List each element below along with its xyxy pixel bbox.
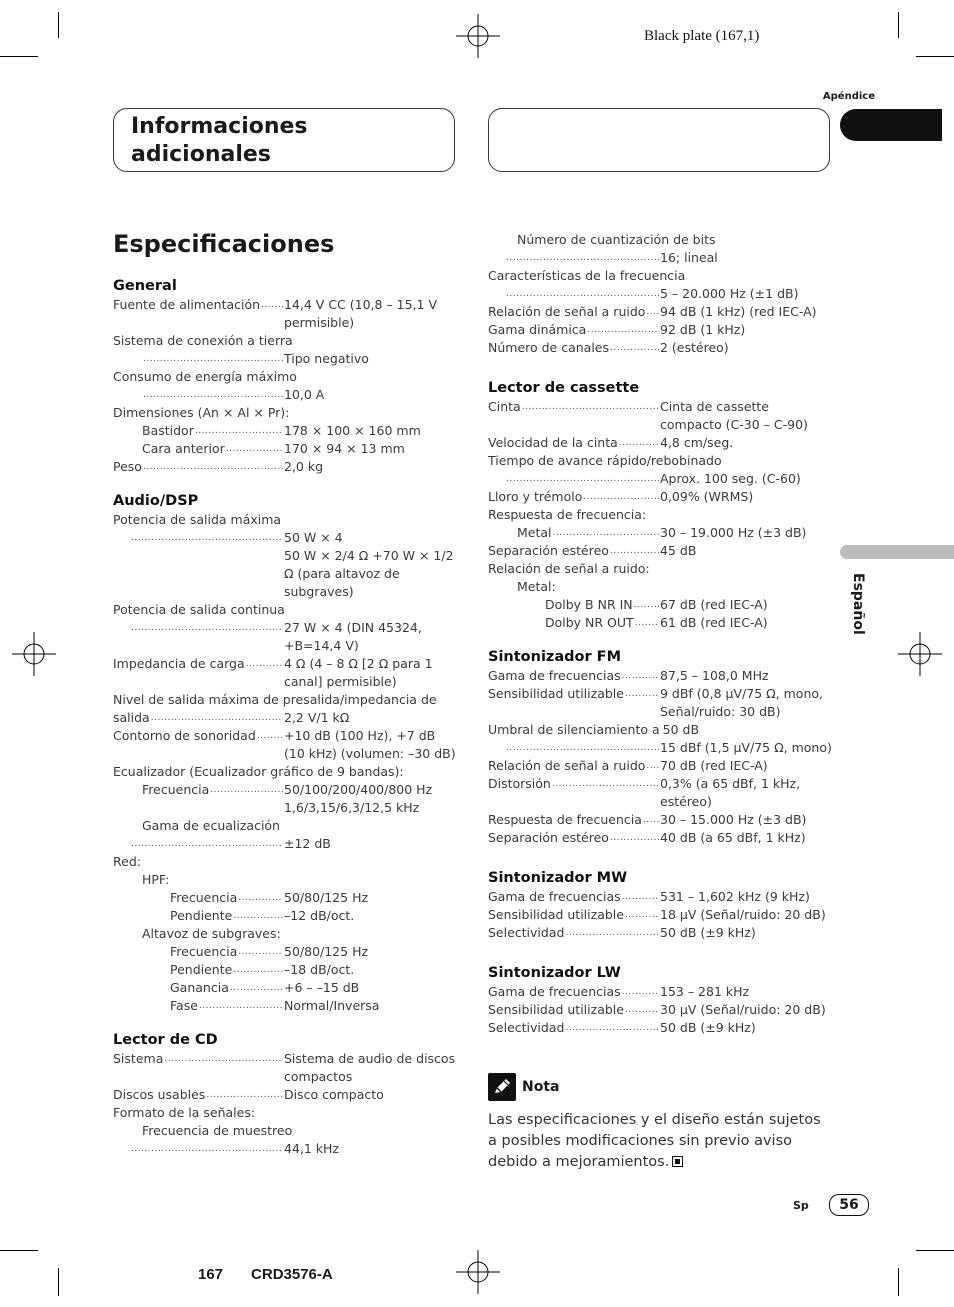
spec-row: Frecuencia ..... 50/80/125 Hz bbox=[113, 889, 458, 907]
spec-row: Dolby NR OUT ..... 61 dB (red IEC-A) bbox=[488, 614, 833, 632]
spec-label: Altavoz de subgraves: bbox=[142, 926, 281, 941]
spec-row: salida ..... 2,2 V/1 kΩ bbox=[113, 709, 458, 727]
spec-row: ..... 50 W × 4 bbox=[113, 529, 458, 547]
spec-row: Gama de frecuencias ..... 153 – 281 kHz bbox=[488, 983, 833, 1001]
spec-label: Relación de señal a ruido: bbox=[488, 561, 650, 576]
crop-mark bbox=[898, 1268, 899, 1296]
spec-row: Impedancia de carga ..... 4 Ω (4 – 8 Ω [2 Ω para 1 canal] permisible) bbox=[113, 655, 458, 691]
crop-mark bbox=[916, 1250, 954, 1251]
spec-label: Potencia de salida continua bbox=[113, 602, 285, 617]
spec-label: Consumo de energía máximo bbox=[113, 369, 297, 384]
spec-row: Velocidad de la cinta ..... 4,8 cm/seg. bbox=[488, 434, 833, 452]
spec-row: Número de canales ..... 2 (estéreo) bbox=[488, 339, 833, 357]
registration-mark-icon bbox=[12, 632, 56, 676]
pencil-note-icon bbox=[488, 1073, 516, 1101]
section-title: Sintonizador MW bbox=[488, 870, 628, 886]
spec-row: Selectividad ..... 50 dB (±9 kHz) bbox=[488, 1019, 833, 1037]
header-box-right bbox=[488, 108, 830, 172]
spec-row: Metal ..... 30 – 19.000 Hz (±3 dB) bbox=[488, 524, 833, 542]
language-code: Sp bbox=[793, 1199, 809, 1212]
section-tab bbox=[840, 109, 936, 141]
crop-mark bbox=[58, 1268, 59, 1296]
spec-row: Gama de frecuencias ..... 531 – 1,602 kHz (9 kHz) bbox=[488, 888, 833, 906]
spec-row: Discos usables ..... Disco compacto bbox=[113, 1086, 458, 1104]
spec-row: ..... ±12 dB bbox=[113, 835, 458, 853]
spec-row: Cinta ..... Cinta de cassette compacto (C-30 – C-90) bbox=[488, 398, 833, 434]
spec-label: Características de la frecuencia bbox=[488, 268, 686, 283]
spec-row: 50 W × 2/4 Ω +70 W × 1/2 Ω (para altavoz de subgraves) bbox=[284, 548, 454, 599]
crop-mark bbox=[916, 56, 954, 57]
spec-label: Gama de ecualización bbox=[142, 818, 280, 833]
spec-row: Pendiente ..... –12 dB/oct. bbox=[113, 907, 458, 925]
section-title: Lector de CD bbox=[113, 1032, 218, 1048]
spec-row: Fuente de alimentación ..... 14,4 V CC (10,8 – 15,1 V permisible) bbox=[113, 296, 458, 332]
spec-row: Gama dinámica ..... 92 dB (1 kHz) bbox=[488, 321, 833, 339]
crop-mark bbox=[0, 1250, 38, 1251]
note-label: Nota bbox=[522, 1079, 560, 1095]
spec-row: ..... 27 W × 4 (DIN 45324, +B=14,4 V) bbox=[113, 619, 458, 655]
crop-mark bbox=[58, 12, 59, 38]
spec-row: ..... 10,0 A bbox=[113, 386, 458, 404]
spec-row: Lloro y trémolo ..... 0,09% (WRMS) bbox=[488, 488, 833, 506]
spec-label: Número de cuantización de bits bbox=[517, 232, 716, 247]
note-text: Las especificaciones y el diseño están sujetos a posibles modificaciones sin previo aviso debido a mejoramientos. bbox=[488, 1112, 821, 1170]
header-title: Informaciones adicionales bbox=[131, 114, 308, 167]
language-tab bbox=[840, 545, 954, 559]
spec-row: Frecuencia ..... 50/100/200/400/800 Hz 1,6/3,15/6,3/12,5 kHz bbox=[113, 781, 458, 817]
registration-mark-icon bbox=[456, 14, 500, 58]
spec-row: ..... Aprox. 100 seg. (C-60) bbox=[488, 470, 833, 488]
spec-row: Separación estéreo ..... 45 dB bbox=[488, 542, 833, 560]
spec-label: Metal: bbox=[517, 579, 556, 594]
spec-row: ..... 15 dBf (1,5 µV/75 Ω, mono) bbox=[488, 739, 833, 757]
spec-row: Sistema ..... Sistema de audio de discos compactos bbox=[113, 1050, 458, 1086]
spec-row: Dolby B NR IN ..... 67 dB (red IEC-A) bbox=[488, 596, 833, 614]
section-tab-edge bbox=[936, 109, 942, 141]
registration-mark-icon bbox=[898, 632, 942, 676]
footer-model: CRD3576-A bbox=[251, 1266, 333, 1283]
spec-label: HPF: bbox=[142, 872, 170, 887]
section-title: Lector de cassette bbox=[488, 380, 640, 396]
spec-label: Red: bbox=[113, 854, 141, 869]
footer-page: 167 bbox=[198, 1266, 224, 1283]
spec-row: Bastidor ..... 178 × 100 × 160 mm bbox=[113, 422, 458, 440]
spec-row: Distorsión ..... 0,3% (a 65 dBf, 1 kHz, estéreo) bbox=[488, 775, 833, 811]
spec-row: Sensibilidad utilizable ..... 30 µV (Señal/ruido: 20 dB) bbox=[488, 1001, 833, 1019]
spec-row: Pendiente ..... –18 dB/oct. bbox=[113, 961, 458, 979]
crop-mark bbox=[0, 56, 38, 57]
spec-label: Nivel de salida máxima de presalida/impedancia de bbox=[113, 692, 437, 707]
spec-column-left bbox=[113, 277, 458, 1158]
spec-row: Ganancia ..... +6 – –15 dB bbox=[113, 979, 458, 997]
section-title: Sintonizador LW bbox=[488, 965, 621, 981]
section-title: Audio/DSP bbox=[113, 493, 199, 509]
spec-row: Fase ..... Normal/Inversa bbox=[113, 997, 458, 1015]
spec-row: Cara anterior ..... 170 × 94 × 13 mm bbox=[113, 440, 458, 458]
spec-row: ..... 5 – 20.000 Hz (±1 dB) bbox=[488, 285, 833, 303]
spec-row: Contorno de sonoridad ..... +10 dB (100 Hz), +7 dB (10 kHz) (volumen: –30 dB) bbox=[113, 727, 458, 763]
spec-row: Separación estéreo ..... 40 dB (a 65 dBf, 1 kHz) bbox=[488, 829, 833, 847]
spec-row: ..... 44,1 kHz bbox=[113, 1140, 458, 1158]
spec-row: ..... Tipo negativo bbox=[113, 350, 458, 368]
spec-row: Gama de frecuencias ..... 87,5 – 108,0 MHz bbox=[488, 667, 833, 685]
footer bbox=[198, 1266, 361, 1283]
section-title: Sintonizador FM bbox=[488, 649, 622, 665]
page-title: Especificaciones bbox=[113, 230, 335, 258]
note-heading bbox=[488, 1073, 559, 1101]
registration-mark-icon bbox=[456, 1250, 500, 1294]
spec-label: Frecuencia de muestreo bbox=[142, 1123, 293, 1138]
spec-label: Tiempo de avance rápido/rebobinado bbox=[488, 453, 722, 468]
spec-label: Dimensiones (An × Al × Pr): bbox=[113, 405, 290, 420]
section-tab-label: Apéndice bbox=[822, 91, 875, 102]
spec-row: Selectividad ..... 50 dB (±9 kHz) bbox=[488, 924, 833, 942]
section-title: General bbox=[113, 278, 177, 294]
spec-label: Potencia de salida máxima bbox=[113, 512, 282, 527]
spec-row: Sensibilidad utilizable ..... 18 µV (Señal/ruido: 20 dB) bbox=[488, 906, 833, 924]
page-number: 56 bbox=[829, 1194, 869, 1216]
crop-mark bbox=[898, 12, 899, 38]
spec-column-right bbox=[488, 231, 833, 1037]
spec-label: Ecualizador (Ecualizador gráfico de 9 bandas): bbox=[113, 764, 404, 779]
spec-row: ..... 16; lineal bbox=[488, 249, 833, 267]
spec-label: Respuesta de frecuencia: bbox=[488, 507, 647, 522]
spec-row: Frecuencia ..... 50/80/125 Hz bbox=[113, 943, 458, 961]
spec-row: Relación de señal a ruido ..... 94 dB (1 kHz) (red IEC-A) bbox=[488, 303, 833, 321]
spec-row: Relación de señal a ruido ..... 70 dB (red IEC-A) bbox=[488, 757, 833, 775]
spec-row: Umbral de silenciamiento a 50 dB bbox=[488, 722, 700, 737]
spec-label: Sistema de conexión a tierra bbox=[113, 333, 293, 348]
end-mark-icon bbox=[672, 1156, 683, 1167]
spec-row: Respuesta de frecuencia ..... 30 – 15.000 Hz (±3 dB) bbox=[488, 811, 833, 829]
spec-row: Sensibilidad utilizable ..... 9 dBf (0,8 µV/75 Ω, mono, Señal/ruido: 30 dB) bbox=[488, 685, 833, 721]
spec-label: Formato de la señales: bbox=[113, 1105, 256, 1120]
spec-row: Peso ..... 2,0 kg bbox=[113, 458, 458, 476]
plate-label: Black plate (167,1) bbox=[644, 28, 760, 44]
language-label: Español bbox=[850, 573, 866, 635]
